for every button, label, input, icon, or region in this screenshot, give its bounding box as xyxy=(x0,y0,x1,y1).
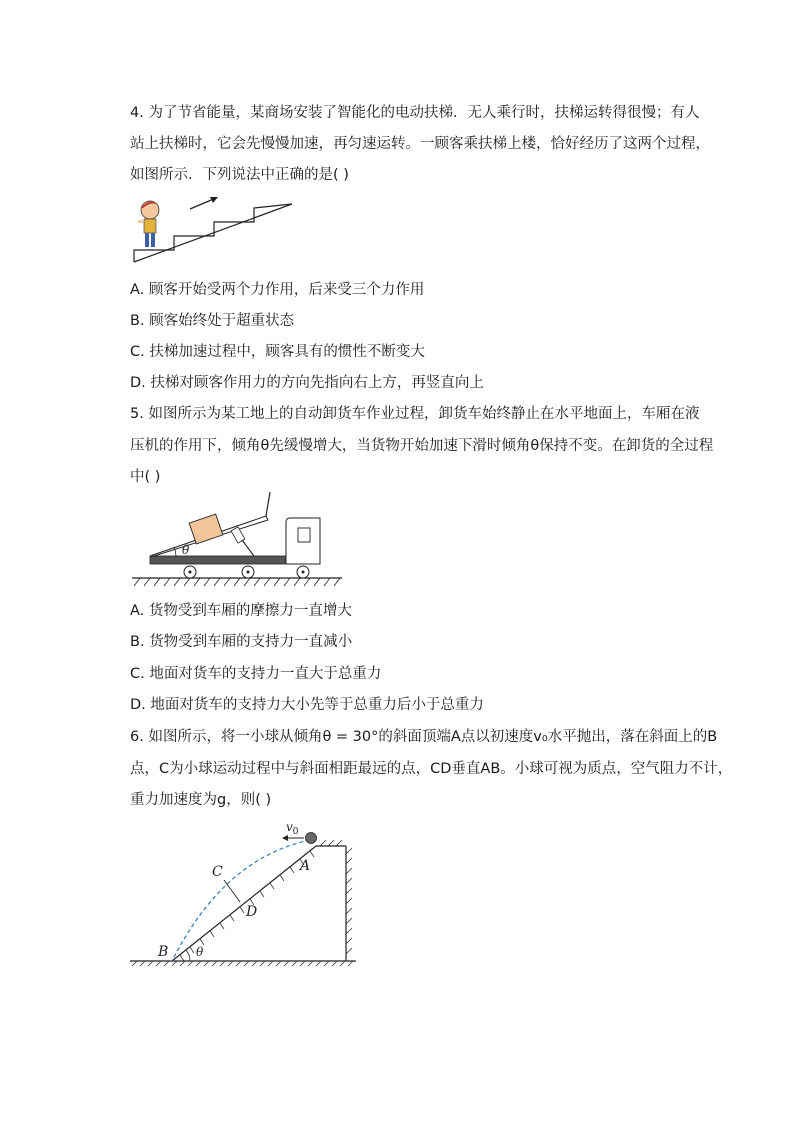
q4-text-line-1: 4. 为了节省能量，某商场安装了智能化的电动扶梯．无人乘行时，扶梯运转得很慢；有人 xyxy=(130,105,700,121)
v0-label: $v_0$ xyxy=(286,820,299,837)
dump-truck-figure xyxy=(130,490,345,596)
q4-option-c: C. 扶梯加速过程中，顾客具有的惯性不断变大 xyxy=(130,344,425,360)
escalator-figure xyxy=(130,192,300,270)
q4-text-line-3: 如图所示．下列说法中正确的是( ) xyxy=(130,167,349,183)
q5-option-c: C. 地面对货车的支持力一直大于总重力 xyxy=(130,666,382,682)
point-b-label: B xyxy=(158,944,169,960)
q5-text-line-2: 压机的作用下，倾角θ先缓慢增大，当货物开始加速下滑时倾角θ保持不变。在卸货的全过程 xyxy=(130,438,714,454)
theta-label: θ xyxy=(182,543,190,557)
q5-option-d: D. 地面对货车的支持力大小先等于总重力后小于总重力 xyxy=(130,697,484,713)
customer-figure-icon xyxy=(138,201,159,247)
q5-option-b: B. 货物受到车厢的支持力一直减小 xyxy=(130,634,353,650)
point-c-label: C xyxy=(212,864,223,880)
q4-option-b: B. 顾客始终处于超重状态 xyxy=(130,313,295,329)
q6-text-line-2: 点，C为小球运动过程中与斜面相距最远的点，CD垂直AB。小球可视为质点，空气阻力不计， xyxy=(130,761,733,777)
q4-option-d: D. 扶梯对顾客作用力的方向先指向右上方，再竖直向上 xyxy=(130,375,484,391)
projectile-incline-figure xyxy=(128,818,360,974)
q5-text-line-3: 中( ) xyxy=(130,469,161,485)
q5-text-line-1: 5. 如图所示为某工地上的自动卸货车作业过程，卸货车始终静止在水平地面上，车厢在液 xyxy=(130,406,700,422)
q4-option-a: A. 顾客开始受两个力作用，后来受三个力作用 xyxy=(130,282,425,298)
point-d-label: D xyxy=(246,904,258,920)
ball-icon xyxy=(306,833,317,844)
q6-text-line-1: 6. 如图所示，将一小球从倾角θ = 30°的斜面顶端A点以初速度v₀水平抛出，落在斜面上的B xyxy=(130,729,718,745)
theta-angle-label: θ xyxy=(196,945,204,959)
q6-text-line-3: 重力加速度为g，则( ) xyxy=(130,792,272,808)
point-a-label: A xyxy=(300,858,311,874)
q4-text-line-2: 站上扶梯时，它会先慢慢加速，再匀速运转。一顾客乘扶梯上楼，恰好经历了这两个过程， xyxy=(130,136,710,152)
q5-option-a: A. 货物受到车厢的摩擦力一直增大 xyxy=(130,603,352,619)
